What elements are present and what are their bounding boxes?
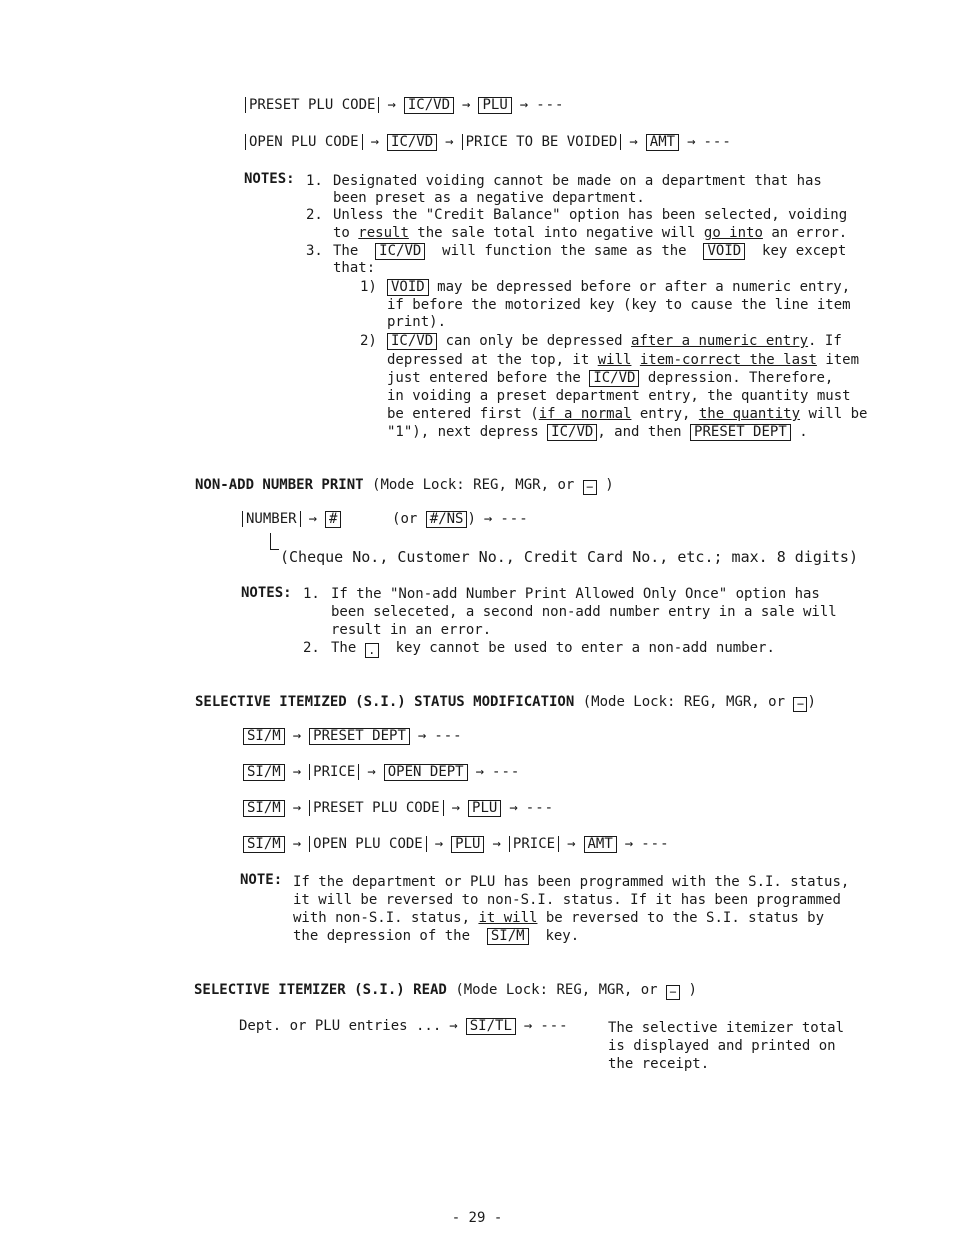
minus-key-icon: −: [666, 985, 680, 1000]
text: key.: [545, 928, 580, 944]
continuation: ---: [500, 511, 529, 527]
text: , and then: [597, 424, 682, 440]
sub-text: print).: [387, 314, 447, 330]
arrow-icon: →: [387, 97, 396, 113]
arrow-icon: →: [475, 764, 485, 780]
sequence-si-read: [239, 1017, 569, 1035]
arrow-icon: →: [687, 134, 696, 150]
mode-lock-text: (Mode Lock: REG, MGR, or: [455, 982, 658, 998]
continuation: ---: [536, 97, 565, 113]
sequence-preset-plu-void: [245, 96, 565, 114]
note-number: 3.: [306, 243, 323, 259]
heading-title: SELECTIVE ITEMIZED (S.I.) STATUS MODIFICATION: [195, 694, 575, 710]
underlined-text: after a numeric entry: [631, 333, 809, 349]
text: an error.: [762, 225, 848, 241]
text: item: [816, 352, 860, 368]
preset-plu-code-field: PRESET PLU CODE: [245, 97, 379, 113]
arrow-icon: →: [370, 134, 380, 150]
note-number: 2.: [303, 640, 320, 656]
note-text: result in an error.: [331, 622, 492, 638]
section-heading-non-add: [195, 476, 614, 495]
number-field: NUMBER: [242, 511, 301, 527]
underlined-text: if a normal: [538, 406, 632, 422]
text: depression. Therefore,: [647, 370, 834, 386]
sequence-si-3: [243, 799, 554, 817]
text: ): [467, 511, 476, 527]
open-dept-key: OPEN DEPT: [384, 764, 468, 781]
void-key: VOID: [387, 279, 429, 296]
underlined-text: result: [358, 225, 409, 241]
mode-lock-text: (Mode Lock: REG, MGR, or: [582, 694, 786, 710]
sub-text: [387, 278, 850, 296]
void-key: VOID: [703, 243, 745, 260]
note-text: [333, 224, 847, 242]
plu-key: PLU: [468, 800, 501, 817]
result-text: the receipt.: [608, 1056, 710, 1072]
note-text: Designated voiding cannot be made on a department that has: [333, 173, 822, 189]
amt-key: AMT: [584, 836, 617, 853]
sub-number: 1): [360, 279, 377, 295]
arrow-icon: →: [462, 97, 471, 113]
note-text: [293, 909, 824, 927]
sub-text: [387, 332, 842, 350]
text: be reversed to the S.I. status by: [537, 910, 825, 926]
sub-text: [387, 369, 833, 387]
note-text: been preset as a negative department.: [333, 190, 645, 206]
underlined-text: will: [597, 352, 632, 368]
mode-lock-text: (Mode Lock: REG, MGR, or: [372, 477, 575, 493]
arrow-icon: →: [509, 800, 518, 816]
sub-text: if before the motorized key (key to cause the line item: [387, 297, 851, 313]
continuation: ---: [492, 764, 521, 780]
continuation: ---: [525, 800, 555, 816]
text: be entered first (: [387, 406, 539, 422]
note-text: Unless the "Credit Balance" option has been selected, voiding: [333, 207, 848, 223]
note-text: [293, 927, 579, 945]
continuation: ---: [641, 836, 670, 852]
arrow-icon: →: [367, 764, 376, 780]
continuation: ---: [434, 728, 463, 744]
text: can only be depressed: [445, 333, 632, 349]
section-heading-si-status: [195, 693, 816, 712]
text: to: [333, 225, 359, 241]
si-m-key: SI/M: [243, 764, 285, 781]
text: . If: [808, 333, 842, 349]
note-label: NOTE:: [240, 872, 283, 888]
notes-label: NOTES:: [244, 171, 295, 187]
note-text: [331, 639, 775, 658]
arrow-icon: →: [492, 836, 501, 852]
preset-plu-code-field: PRESET PLU CODE: [309, 800, 443, 816]
sequence-si-2: [243, 763, 520, 781]
ic-vd-key: IC/VD: [375, 243, 425, 260]
si-m-key: SI/M: [243, 836, 285, 853]
text: [631, 352, 639, 368]
arrow-icon: →: [629, 134, 638, 150]
sequence-si-1: [243, 727, 463, 745]
preset-dept-key: PRESET DEPT: [690, 424, 791, 441]
ic-vd-key: IC/VD: [547, 424, 597, 441]
sub-text: [387, 405, 867, 423]
text: ): [688, 982, 697, 998]
amt-key: AMT: [646, 134, 679, 151]
arrow-icon: →: [292, 836, 302, 852]
si-m-key: SI/M: [487, 928, 529, 945]
ic-vd-key: IC/VD: [589, 370, 639, 387]
arrow-icon: →: [624, 836, 634, 852]
text: key cannot be used to enter a non-add number.: [395, 640, 775, 656]
text: the depression of the: [293, 928, 471, 944]
arrow-icon: →: [292, 800, 302, 816]
minus-key-icon: −: [583, 480, 597, 495]
arrow-icon: →: [483, 511, 493, 527]
bracket-connector: [270, 533, 279, 550]
sub-text: [387, 351, 859, 369]
text: will be: [800, 406, 868, 422]
text: .: [799, 424, 808, 440]
si-m-key: SI/M: [243, 728, 285, 745]
page-number: - 29 -: [451, 1210, 503, 1226]
sequence-open-plu-void: [245, 133, 732, 151]
plu-key: PLU: [451, 836, 484, 853]
text: entry,: [631, 406, 699, 422]
sequence-non-add: [242, 510, 529, 528]
text: the sale total into negative will: [408, 225, 704, 241]
text: may be depressed before or after a numeric entry,: [437, 279, 851, 295]
underlined-text: go into: [703, 225, 763, 241]
si-tl-key: SI/TL: [466, 1018, 516, 1035]
arrow-icon: →: [292, 728, 302, 744]
result-text: is displayed and printed on: [608, 1038, 836, 1054]
arrow-icon: →: [449, 1018, 458, 1034]
arrow-icon: →: [308, 511, 318, 527]
notes-label: NOTES:: [241, 585, 292, 601]
note-number: 1.: [303, 586, 320, 602]
plu-key: PLU: [478, 97, 511, 114]
text: The: [333, 243, 359, 259]
note-text: that:: [333, 260, 376, 276]
open-plu-code-field: OPEN PLU CODE: [309, 836, 427, 852]
text: "1"), next depress: [387, 424, 539, 440]
sub-number: 2): [360, 333, 377, 349]
text: will function the same as the: [442, 243, 687, 259]
note-number: 2.: [306, 207, 323, 223]
arrow-icon: →: [445, 134, 454, 150]
arrow-icon: →: [434, 836, 444, 852]
text: The: [331, 640, 357, 656]
text: depressed at the top, it: [387, 352, 598, 368]
text: ): [807, 694, 816, 710]
note-number: 1.: [306, 173, 323, 189]
arrow-icon: →: [567, 836, 576, 852]
text: ): [605, 477, 614, 493]
text: (or: [392, 511, 418, 527]
number-description: (Cheque No., Customer No., Credit Card No., etc.; max. 8 digits): [280, 548, 858, 566]
price-field: PRICE: [509, 836, 559, 852]
arrow-icon: →: [292, 764, 302, 780]
note-text: If the "Non-add Number Print Allowed Only Once" option has: [331, 586, 820, 602]
text: key except: [762, 243, 847, 259]
minus-key-icon: −: [793, 697, 807, 712]
text: just entered before the: [387, 370, 581, 386]
underlined-text: it will: [478, 910, 538, 926]
ic-vd-key: IC/VD: [387, 134, 437, 151]
underlined-text: the quantity: [698, 406, 801, 422]
arrow-icon: →: [523, 1018, 533, 1034]
note-text: it will be reversed to non-S.I. status. If it has been programmed: [293, 892, 841, 908]
text: Dept. or PLU entries ...: [239, 1018, 442, 1034]
note-text: [333, 242, 846, 260]
hash-ns-key: #/NS: [426, 511, 468, 528]
price-to-be-voided-field: PRICE TO BE VOIDED: [462, 134, 622, 150]
open-plu-code-field: OPEN PLU CODE: [245, 134, 363, 150]
sub-text: in voiding a preset department entry, the quantity must: [387, 388, 851, 404]
price-field: PRICE: [309, 764, 359, 780]
text: with non-S.I. status,: [293, 910, 479, 926]
hash-key: #: [325, 511, 341, 528]
si-m-key: SI/M: [243, 800, 285, 817]
arrow-icon: →: [417, 728, 427, 744]
continuation: ---: [703, 134, 732, 150]
note-text: If the department or PLU has been programmed with the S.I. status,: [293, 874, 850, 890]
arrow-icon: →: [451, 800, 461, 816]
heading-title: SELECTIVE ITEMIZER (S.I.) READ: [194, 982, 447, 998]
note-text: been seleceted, a second non-add number entry in a sale will: [331, 604, 837, 620]
section-heading-si-read: [194, 981, 697, 1000]
decimal-key-icon: .: [365, 643, 379, 658]
result-text: The selective itemizer total: [608, 1020, 845, 1036]
ic-vd-key: IC/VD: [404, 97, 454, 114]
preset-dept-key: PRESET DEPT: [309, 728, 410, 745]
underlined-text: item-correct the last: [639, 352, 817, 368]
arrow-icon: →: [519, 97, 529, 113]
ic-vd-key: IC/VD: [387, 333, 437, 350]
sequence-si-4: [243, 835, 670, 853]
heading-title: NON-ADD NUMBER PRINT: [195, 477, 364, 493]
continuation: ---: [540, 1018, 569, 1034]
sub-text: [387, 423, 808, 441]
